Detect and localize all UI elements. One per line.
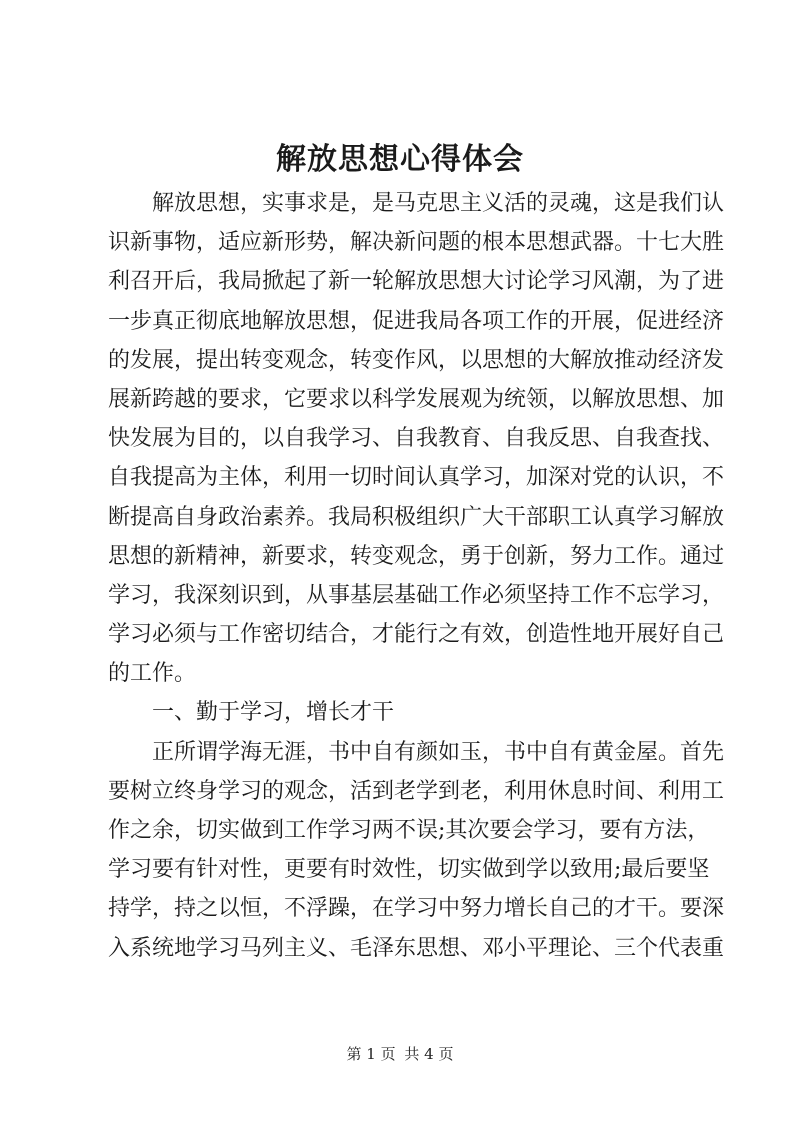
paragraph-line: 利召开后，我局掀起了新一轮解放思想大讨论学习风潮，为了进: [108, 269, 725, 295]
page-total: 共 4 页: [404, 1045, 454, 1063]
page-footer: [0, 1044, 800, 1064]
paragraph-line: 解放思想，实事求是，是马克思主义活的灵魂，这是我们认: [152, 191, 725, 216]
paragraph-line: 识新事物，适应新形势，解决新问题的根本思想武器。十七大胜: [108, 230, 725, 256]
paragraph-line: 正所谓学海无涯，书中自有颜如玉，书中自有黄金屋。首先: [152, 739, 725, 765]
document-title: 解放思想心得体会: [276, 142, 524, 177]
document-body: [108, 184, 725, 968]
paragraph-line: 思想的新精神，新要求，转变观念，勇于创新，努力工作。通过: [108, 543, 725, 569]
page-number: 第 1 页: [346, 1045, 396, 1063]
paragraph-line: 入系统地学习马列主义、毛泽东思想、邓小平理论、三个代表重: [108, 935, 725, 961]
paragraph-line: 一步真正彻底地解放思想，促进我局各项工作的开展，促进经济: [108, 308, 725, 334]
paragraph-line: 的发展，提出转变观念，转变作风，以思想的大解放推动经济发: [108, 347, 725, 373]
paragraph-line: 断提高自身政治素养。我局积极组织广大干部职工认真学习解放: [108, 504, 725, 530]
paragraph-line: 自我提高为主体，利用一切时间认真学习，加深对党的认识，不: [108, 465, 725, 491]
paragraph-line: 学习要有针对性，更要有时效性，切实做到学以致用;最后要坚: [108, 857, 710, 883]
paragraph-line: 要树立终身学习的观念，活到老学到老，利用休息时间、利用工: [108, 778, 725, 804]
paragraph-line: 作之余，切实做到工作学习两不误;其次要会学习，要有方法，: [108, 818, 710, 843]
paragraph-line: 展新跨越的要求，它要求以科学发展观为统领，以解放思想、加: [108, 386, 725, 412]
section-heading: 一、勤于学习，增长才干: [152, 700, 395, 726]
paragraph-line: 学习必须与工作密切结合，才能行之有效，创造性地开展好自己: [108, 622, 725, 648]
paragraph-line: 快发展为目的，以自我学习、自我教育、自我反思、自我查找、: [108, 426, 725, 452]
paragraph-line: 学习，我深刻识到，从事基层基础工作必须坚持工作不忘学习，: [108, 582, 725, 608]
paragraph-line: 持学，持之以恒，不浮躁，在学习中努力增长自己的才干。要深: [108, 896, 725, 922]
paragraph-line: 的工作。: [108, 661, 197, 687]
